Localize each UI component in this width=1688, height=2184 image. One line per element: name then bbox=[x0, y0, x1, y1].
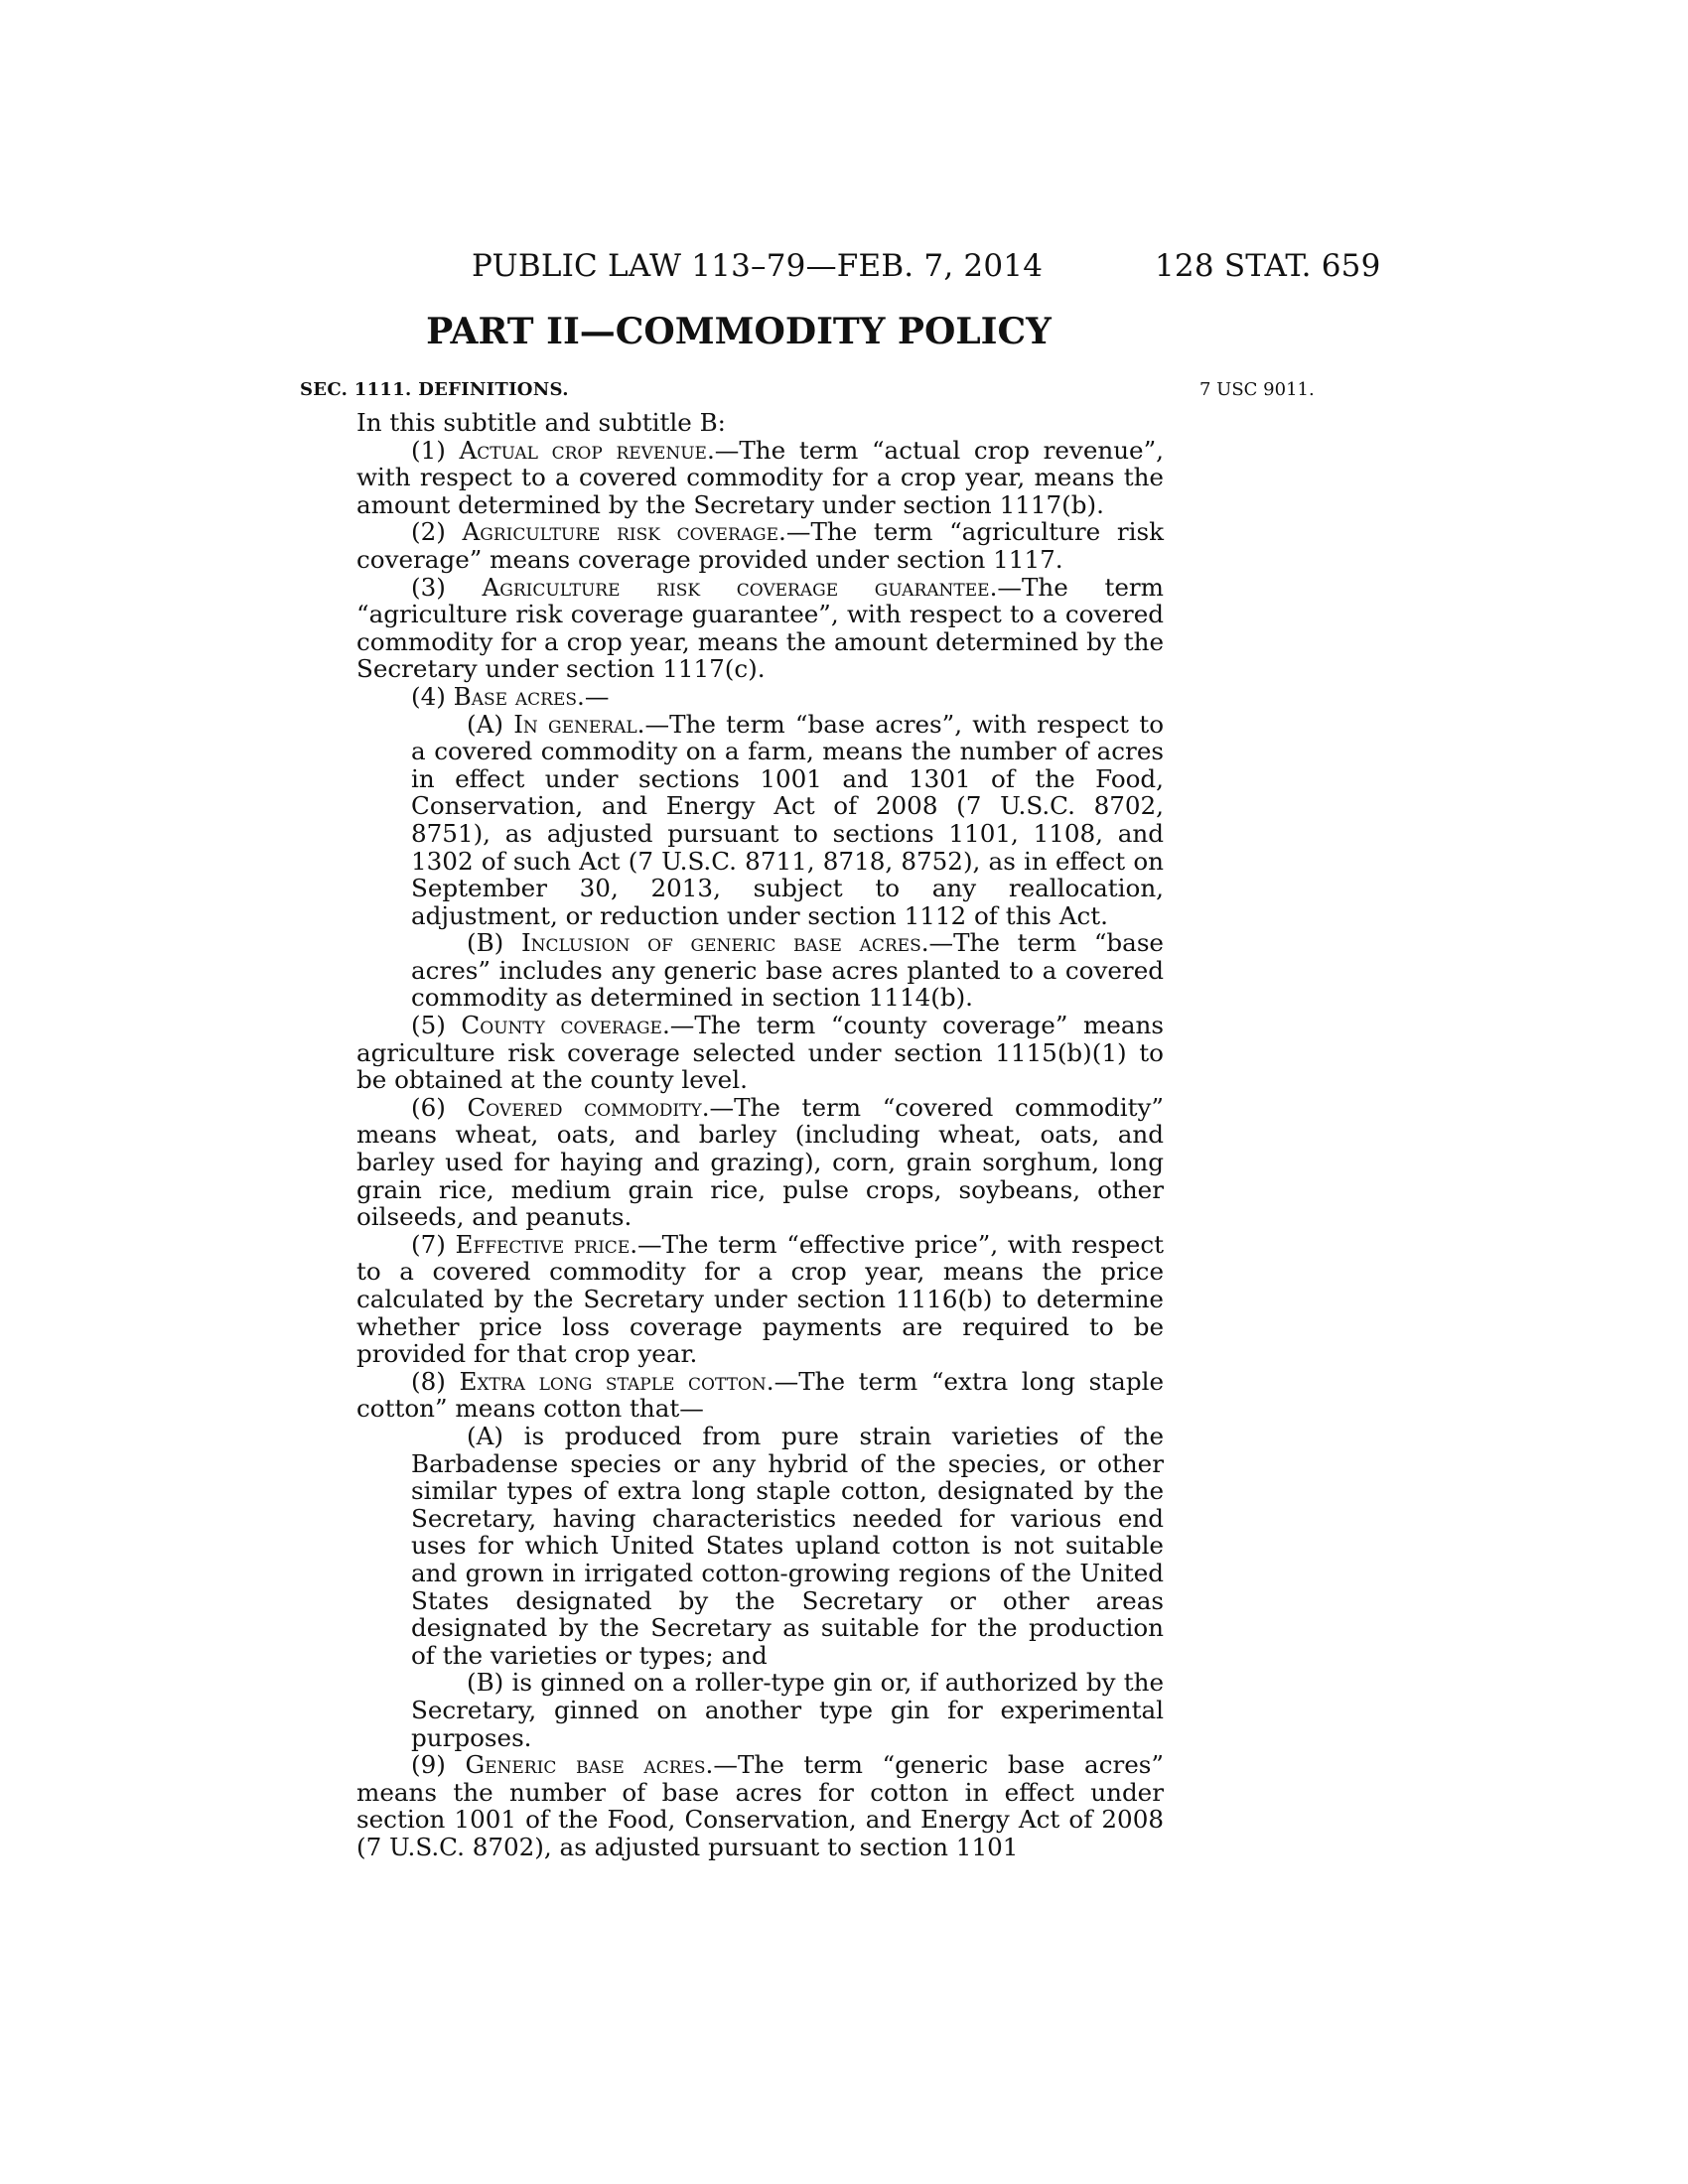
definition-paragraph bbox=[356, 437, 1164, 519]
part-title: PART II—COMMODITY POLICY bbox=[426, 311, 1052, 352]
margin-citation: 7 USC 9011. bbox=[1199, 379, 1315, 400]
definition-text: (B) is ginned on a roller-type gin or, if authorized by the Secretary, ginned on another type gin for experimental purposes. bbox=[411, 1668, 1164, 1752]
definition-text: —The term “county coverage” means agriculture risk coverage selected under section 1115(b)(1) to be obtained at the county level. bbox=[356, 1011, 1164, 1095]
subdefinition-paragraph bbox=[356, 1669, 1164, 1751]
definition-paragraph bbox=[356, 1368, 1164, 1423]
definition-paragraph bbox=[356, 683, 1164, 711]
subdefinition-paragraph bbox=[356, 711, 1164, 930]
definition-text: —The term “base acres” includes any generic base acres planted to a covered commodity as determined in section 1114(b). bbox=[411, 928, 1164, 1013]
definition-paragraph bbox=[356, 1012, 1164, 1094]
definition-text: —The term “extra long staple cotton” means cotton that— bbox=[356, 1366, 1165, 1424]
intro-paragraph: In this subtitle and subtitle B: bbox=[356, 408, 726, 437]
subdefinition-paragraph bbox=[356, 1423, 1164, 1669]
definition-heading: (B) Inclusion of generic base acres. bbox=[467, 928, 929, 958]
definition-text: —The term “agriculture risk coverage” means coverage provided under section 1117. bbox=[356, 517, 1164, 574]
definition-heading: (2) Agriculture risk coverage. bbox=[411, 517, 786, 547]
running-header-title: PUBLIC LAW 113–79—FEB. 7, 2014 bbox=[472, 248, 1044, 284]
definition-paragraph bbox=[356, 1231, 1164, 1368]
definition-text: —The term “covered commodity” means wheat, oats, and barley (including wheat, oats, and barley used for haying and grazing), corn, grain sorghum, long grain rice, medium grain rice, pulse crops, soybeans, other oilseeds, and peanuts. bbox=[356, 1092, 1165, 1232]
subdefinition-paragraph bbox=[356, 929, 1164, 1012]
definition-paragraph bbox=[356, 1751, 1164, 1860]
definition-text: —The term “generic base acres” means the number of base acres for cotton in effect under section 1001 of the Food, Conservation, and Energy Act of 2008 (7 U.S.C. 8702), as adjusted pursuant to section 1101 bbox=[356, 1750, 1164, 1861]
definition-heading: (8) Extra long staple cotton. bbox=[411, 1366, 774, 1396]
definition-heading: (3) Agriculture risk coverage guarantee. bbox=[411, 572, 998, 602]
definition-text: —The term “agriculture risk coverage guarantee”, with respect to a covered commodity for a crop year, means the amount determined by the Secretary under section 1117(c). bbox=[356, 572, 1164, 684]
definition-heading: (9) Generic base acres. bbox=[411, 1750, 714, 1780]
definition-text: (A) is produced from pure strain varieties of the Barbadense species or any hybrid of the species, or other similar types of extra long staple cotton, designated by the Secretary, having characteristics needed for various end uses for which United States upland cotton is not suitable and grown in irrigated cotton-growing regions of the United States designated by the Secretary or other areas designated by the Secretary as suitable for the production of the varieties or types; and bbox=[411, 1421, 1164, 1670]
definition-heading: (4) Base acres. bbox=[411, 681, 585, 711]
definition-text: —The term “effective price”, with respect to a covered commodity for a crop year, means the price calculated by the Secretary under section 1116(b) to determine whether price loss coverage payments are required to be provided for that crop year. bbox=[356, 1229, 1164, 1369]
definition-paragraph bbox=[356, 574, 1164, 683]
definition-text: — bbox=[584, 681, 610, 711]
section-heading: SEC. 1111. DEFINITIONS. bbox=[300, 379, 569, 400]
definition-heading: (7) Effective price. bbox=[411, 1229, 638, 1259]
definition-paragraph bbox=[356, 518, 1164, 573]
definition-heading: (1) Actual crop revenue. bbox=[411, 435, 715, 465]
definition-heading: (6) Covered commodity. bbox=[411, 1092, 710, 1122]
definition-text: —The term “actual crop revenue”, with respect to a covered commodity for a crop year, means the amount determined by the Secretary under section 1117(b). bbox=[356, 435, 1165, 519]
definition-paragraph bbox=[356, 1094, 1164, 1231]
running-header-page-number: 128 STAT. 659 bbox=[1155, 248, 1381, 284]
definition-text: —The term “base acres”, with respect to a covered commodity on a farm, means the number of acres in effect under sections 1001 and 1301 of the Food, Conservation, and Energy Act of 2008 (7 U.S.C. 8702, 8751), as adjusted pursuant to sections 1101, 1108, and 1302 of such Act (7 U.S.C. 8711, 8718, 8752), as in effect on September 30, 2013, subject to any reallocation, adjustment, or reduction under section 1112 of this Act. bbox=[411, 709, 1164, 930]
definition-heading: (5) County coverage. bbox=[411, 1011, 670, 1040]
definition-heading: (A) In general. bbox=[467, 709, 645, 739]
section-body bbox=[356, 409, 1164, 1860]
